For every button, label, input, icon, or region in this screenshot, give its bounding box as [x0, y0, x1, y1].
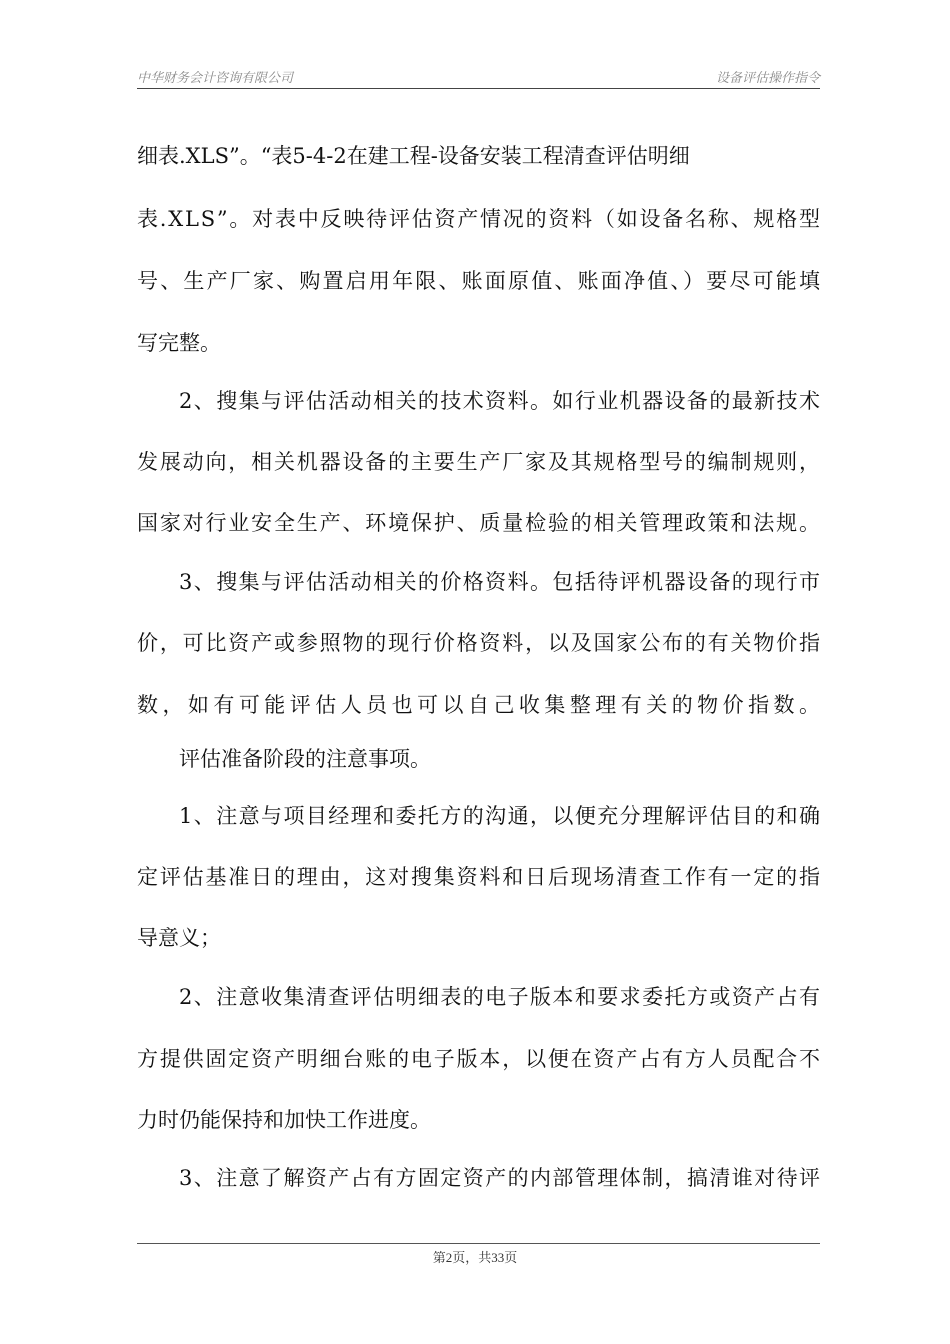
- header-company-name: 中华财务会计咨询有限公司: [137, 71, 294, 86]
- body-line: 3、注意了解资产占有方固定资产的内部管理体制，搞清谁对待评: [179, 1166, 822, 1190]
- body-line: 评估准备阶段的注意事项。: [179, 747, 431, 771]
- body-line: 定评估基准日的理由，这对搜集资料和日后现场清查工作有一定的指: [137, 865, 822, 889]
- body-line: 国家对行业安全生产、环境保护、质量检验的相关管理政策和法规。: [137, 511, 822, 535]
- body-line: 导意义；: [137, 926, 221, 950]
- body-line: 力时仍能保持和加快工作进度。: [137, 1108, 431, 1132]
- page-header: [137, 66, 820, 89]
- body-line: 2、搜集与评估活动相关的技术资料。如行业机器设备的最新技术: [179, 389, 822, 413]
- body-line: 2、注意收集清查评估明细表的电子版本和要求委托方或资产占有: [179, 985, 822, 1009]
- body-line: 细表.XLS”。“表5-4-2在建工程-设备安装工程清查评估明细: [137, 144, 690, 168]
- body-line: 价，可比资产或参照物的现行价格资料，以及国家公布的有关物价指: [137, 631, 822, 655]
- body-line: 3、搜集与评估活动相关的价格资料。包括待评机器设备的现行市: [179, 570, 822, 594]
- body-line: 数，如有可能评估人员也可以自己收集整理有关的物价指数。: [137, 693, 825, 717]
- footer-divider: [137, 1243, 820, 1244]
- body-line: 发展动向，相关机器设备的主要生产厂家及其规格型号的编制规则，: [137, 450, 822, 474]
- body-line: 方提供固定资产明细台账的电子版本，以便在资产占有方人员配合不: [137, 1047, 822, 1071]
- body-line: 1、注意与项目经理和委托方的沟通，以便充分理解评估目的和确: [179, 804, 822, 828]
- body-line: 写完整。: [137, 331, 221, 355]
- body-line: 表.XLS”。对表中反映待评估资产情况的资料（如设备名称、规格型: [137, 207, 822, 231]
- page-number-footer: 第2页，共33页: [432, 1250, 518, 1265]
- body-line: 号、生产厂家、购置启用年限、账面原值、账面净值、）要尽可能填: [137, 269, 823, 293]
- header-document-title: 设备评估操作指令: [715, 71, 820, 86]
